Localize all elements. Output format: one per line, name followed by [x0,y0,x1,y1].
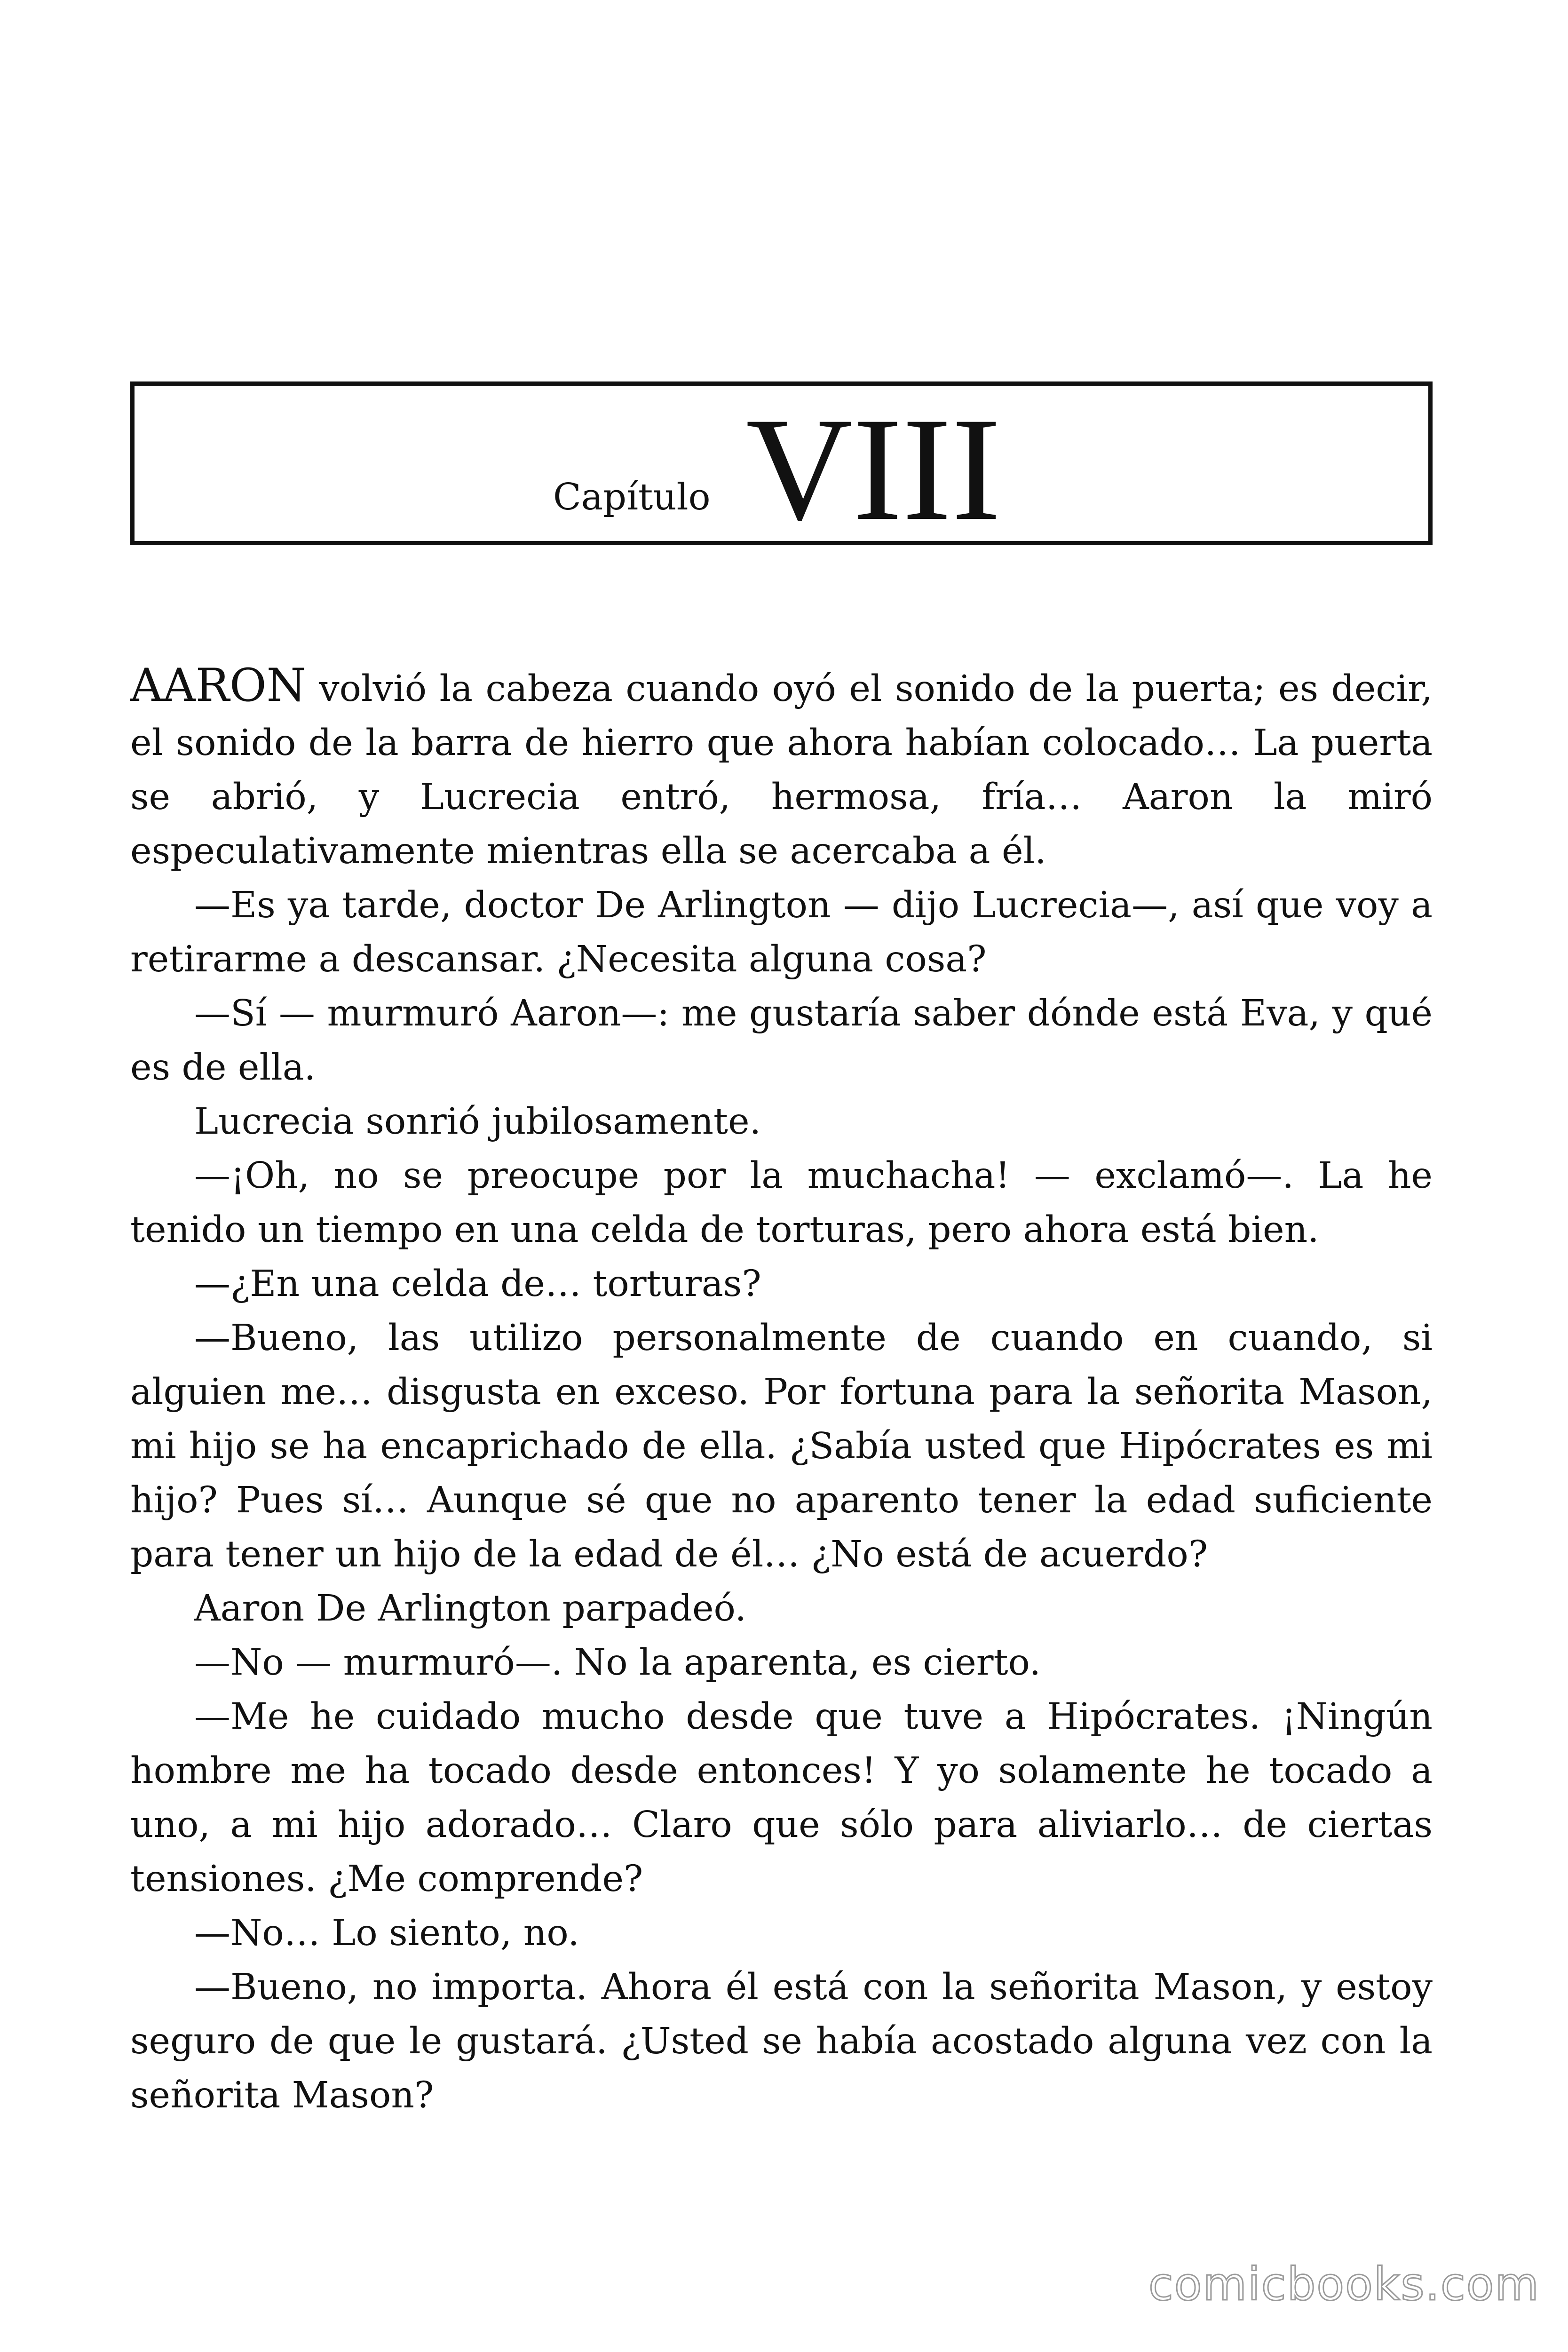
paragraph: Lucrecia sonrió jubilosamente. [194,1101,761,1143]
chapter-body [130,659,1433,2122]
paragraph-text: volvió la cabeza cuando oyó el sonido de la puerta; es decir, el sonido de la barra de hierro que ahora habían colocado… La puerta se abrió, y Lucrecia entró, hermosa, fría… Aaron la miró especulativamente mientras ella se acercaba a él. [130,668,1433,872]
paragraph: —¿En una celda de… torturas? [194,1263,761,1305]
paragraph [130,659,1433,878]
paragraph: —No… Lo siento, no. [194,1912,579,1954]
paragraph: —Sí — murmuró Aaron—: me gustaría saber dónde está Eva, y qué es de ella. [130,993,1433,1089]
watermark: comicbooks.com [1148,2258,1540,2311]
paragraph: —Es ya tarde, doctor De Arlington — dijo Lucrecia—, así que voy a retirarme a descansar. ¿Necesita alguna cosa? [130,884,1433,980]
chapter-label: Capítulo [553,476,711,518]
chapter-number: VIII [746,387,1001,551]
paragraph: —No — murmuró—. No la aparenta, es cierto. [194,1642,1041,1684]
paragraph: —Me he cuidado mucho desde que tuve a Hipócrates. ¡Ningún hombre me ha tocado desde entonces! Y yo solamente he tocado a uno, a mi hijo adorado… Claro que sólo para aliviarlo… de ciertas tensiones. ¿Me comprende? [130,1696,1433,1900]
paragraph: Aaron De Arlington parpadeó. [194,1588,746,1629]
paragraph: —Bueno, las utilizo personalmente de cuando en cuando, si alguien me… disgusta en exceso. Por fortuna para la señorita Mason, mi hijo se ha encaprichado de ella. ¿Sabía usted que Hipócrates es mi hijo? Pues sí… Aunque sé que no aparento tener la edad suficiente para tener un hijo de la edad de él… ¿No está de acuerdo? [130,1317,1433,1575]
paragraph: —¡Oh, no se preocupe por la muchacha! — exclamó—. La he tenido un tiempo en una celda de torturas, pero ahora está bien. [130,1155,1433,1251]
paragraph: —Bueno, no importa. Ahora él está con la señorita Mason, y estoy seguro de que le gustará. ¿Usted se había acostado alguna vez con la señorita Mason? [130,1966,1433,2116]
chapter-heading-box [130,381,1433,551]
opening-word: AARON [130,659,306,712]
